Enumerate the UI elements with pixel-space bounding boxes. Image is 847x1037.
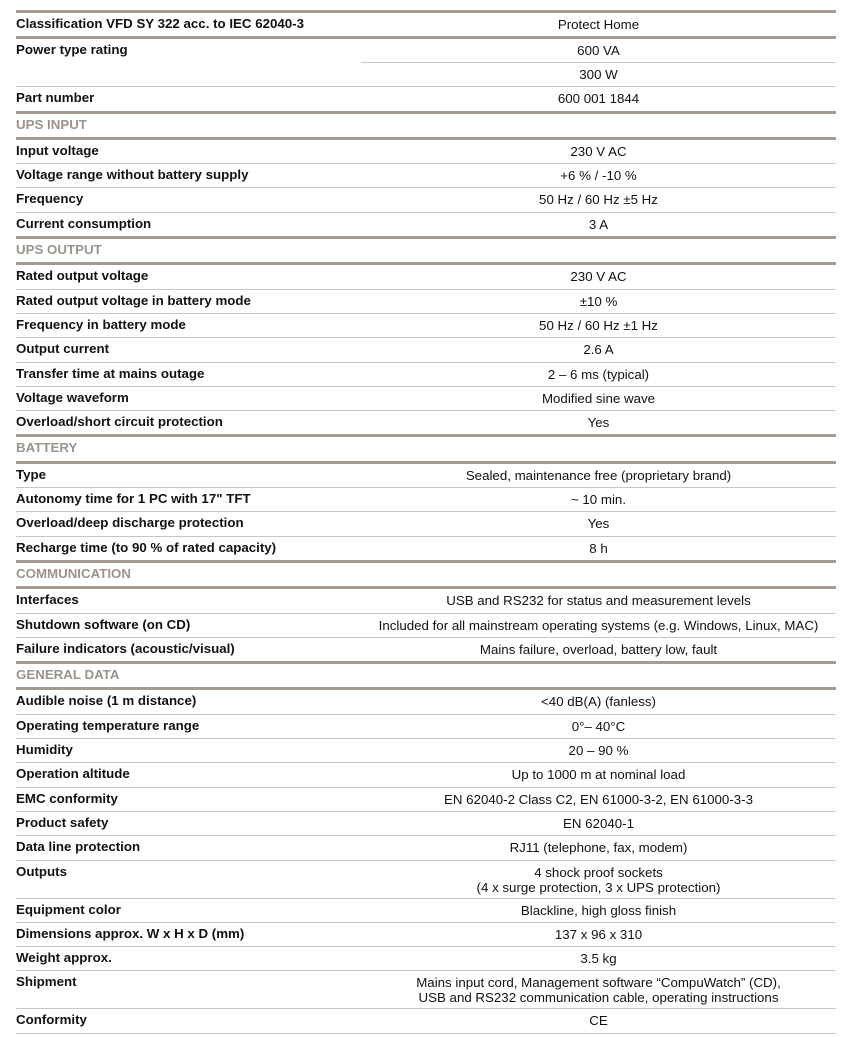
spec-value: 600 VA	[577, 43, 620, 59]
spec-value: +6 % / -10 %	[560, 168, 637, 184]
spec-label: Shutdown software (on CD)	[16, 616, 191, 632]
spec-label: Interfaces	[16, 592, 79, 608]
spec-label: Overload/deep discharge protection	[16, 515, 244, 531]
spec-label: Recharge time (to 90 % of rated capacity)	[16, 539, 277, 555]
spec-label: Conformity	[16, 1012, 87, 1028]
spec-value: Mains failure, overload, battery low, fault	[479, 641, 718, 657]
spec-label: Audible noise (1 m distance)	[16, 693, 197, 709]
spec-row	[16, 212, 836, 236]
section-title: GENERAL DATA	[16, 667, 120, 683]
section-title: UPS OUTPUT	[16, 242, 102, 258]
spec-label: Rated output voltage	[16, 268, 149, 284]
spec-value: 20 – 90 %	[568, 743, 629, 759]
spec-value: 230 V AC	[570, 269, 627, 285]
section-header	[16, 661, 836, 687]
spec-row	[16, 313, 836, 337]
spec-row	[16, 860, 836, 898]
spec-row	[16, 586, 836, 612]
spec-value: Included for all mainstream operating systems (e.g. Windows, Linux, MAC)	[378, 617, 819, 633]
spec-row	[16, 289, 836, 313]
spec-label: Operating temperature range	[16, 717, 200, 733]
spec-label: Output current	[16, 341, 110, 357]
spec-value: Modified sine wave	[541, 390, 656, 406]
spec-label: Transfer time at mains outage	[16, 365, 205, 381]
section-header	[16, 111, 836, 137]
spec-label: Type	[16, 466, 47, 482]
spec-row	[16, 487, 836, 511]
spec-row	[16, 687, 836, 713]
spec-label: Power type rating	[16, 42, 128, 58]
spec-value: 2 – 6 ms (typical)	[547, 366, 650, 382]
section-title: UPS INPUT	[16, 116, 87, 132]
spec-label: Shipment	[16, 974, 77, 990]
spec-value-line: USB and RS232 communication cable, operating instructions	[418, 990, 779, 1006]
spec-label: Overload/short circuit protection	[16, 414, 223, 430]
spec-row	[16, 714, 836, 738]
spec-label: Frequency in battery mode	[16, 316, 186, 332]
section-header	[16, 560, 836, 586]
spec-row	[16, 613, 836, 637]
spec-label: Input voltage	[16, 142, 99, 158]
spec-row	[16, 386, 836, 410]
spec-label: Humidity	[16, 742, 73, 758]
spec-value: 600 001 1844	[557, 91, 640, 107]
spec-value: EN 62040-2 Class C2, EN 61000-3-2, EN 61000-3-3	[444, 791, 753, 807]
spec-label: Outputs	[16, 863, 67, 879]
spec-row	[16, 187, 836, 211]
spec-value: 3.5 kg	[580, 951, 617, 967]
spec-value-group	[361, 39, 836, 86]
spec-value	[361, 971, 836, 1008]
spec-value: Yes	[587, 516, 610, 532]
spec-label: EMC conformity	[16, 790, 118, 806]
spec-label: Current consumption	[16, 215, 152, 231]
section-header	[16, 434, 836, 460]
spec-row	[16, 461, 836, 487]
spec-row	[16, 137, 836, 163]
spec-row	[16, 898, 836, 922]
spec-label: Rated output voltage in battery mode	[16, 292, 251, 308]
spec-value: 137 x 96 x 310	[554, 926, 643, 942]
spec-label: Part number	[16, 90, 95, 106]
spec-value: Sealed, maintenance free (proprietary brand)	[465, 467, 732, 483]
spec-label: Data line protection	[16, 839, 141, 855]
spec-row	[16, 1008, 836, 1032]
spec-label: Weight approx.	[16, 950, 112, 966]
spec-value-line: 4 shock proof sockets	[534, 864, 663, 880]
spec-value: Yes	[587, 415, 610, 431]
spec-value: Protect Home	[557, 17, 640, 32]
spec-row	[16, 410, 836, 434]
spec-value: 0°– 40°C	[571, 718, 626, 734]
spec-label: Operation altitude	[16, 766, 130, 782]
spec-row	[16, 536, 836, 560]
spec-value-line: Mains input cord, Management software “CompuWatch” (CD),	[416, 975, 781, 991]
spec-value: ~ 10 min.	[570, 492, 627, 508]
spec-value: 2.6 A	[583, 342, 614, 358]
spec-row	[16, 946, 836, 970]
spec-row	[16, 36, 836, 86]
spec-value: 300 W	[361, 62, 836, 86]
spec-value: CE	[589, 1013, 608, 1029]
spec-label: Frequency	[16, 191, 84, 207]
spec-row	[16, 511, 836, 535]
spec-value-line: (4 x surge protection, 3 x UPS protection)	[476, 879, 721, 895]
spec-label: Dimensions approx. W x H x D (mm)	[16, 925, 245, 941]
spec-value: Up to 1000 m at nominal load	[511, 767, 686, 783]
spec-value: 50 Hz / 60 Hz ±1 Hz	[539, 317, 658, 333]
spec-row	[16, 362, 836, 386]
spec-row	[16, 86, 836, 110]
spec-row	[16, 337, 836, 361]
spec-row	[16, 762, 836, 786]
spec-row	[16, 922, 836, 946]
spec-value: <40 dB(A) (fanless)	[541, 694, 656, 710]
spec-value: EN 62040-1	[563, 815, 634, 831]
section-title: COMMUNICATION	[16, 565, 131, 581]
spec-value: USB and RS232 for status and measurement levels	[446, 593, 751, 609]
spec-label: Equipment color	[16, 901, 121, 917]
spec-row	[16, 10, 836, 36]
spec-value: 230 V AC	[570, 143, 627, 159]
section-header	[16, 236, 836, 262]
spec-label: Classification VFD SY 322 acc. to IEC 62040-3	[16, 16, 304, 31]
spec-table	[16, 10, 836, 1034]
spec-value: 8 h	[589, 540, 608, 556]
section-title: BATTERY	[16, 440, 78, 456]
spec-row	[16, 738, 836, 762]
spec-value: 50 Hz / 60 Hz ±5 Hz	[539, 192, 658, 208]
spec-row	[16, 787, 836, 811]
spec-row	[16, 835, 836, 859]
spec-value	[361, 861, 836, 898]
spec-value: Blackline, high gloss finish	[520, 902, 677, 918]
spec-label: Autonomy time for 1 PC with 17" TFT	[16, 491, 251, 507]
spec-value: RJ11 (telephone, fax, modem)	[509, 840, 688, 856]
spec-label: Voltage range without battery supply	[16, 167, 249, 183]
spec-value: ±10 %	[579, 293, 618, 309]
spec-label: Product safety	[16, 814, 109, 830]
table-bottom-rule	[16, 1033, 836, 1034]
spec-label: Failure indicators (acoustic/visual)	[16, 640, 235, 656]
spec-row	[16, 262, 836, 288]
spec-row	[16, 811, 836, 835]
spec-row	[16, 163, 836, 187]
spec-label: Voltage waveform	[16, 389, 129, 405]
spec-row	[16, 637, 836, 661]
spec-value: 3 A	[588, 216, 609, 232]
spec-row	[16, 970, 836, 1008]
